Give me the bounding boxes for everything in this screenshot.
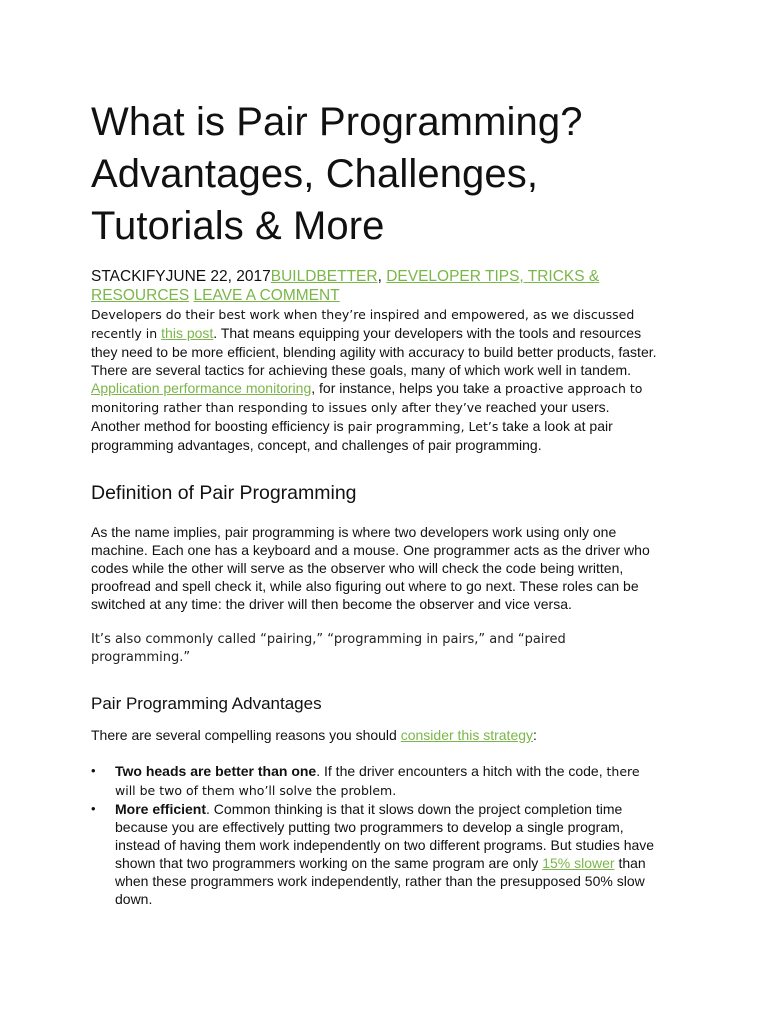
title-line-3: Tutorials & More	[91, 204, 385, 248]
intro-text-4: proactive approach to monitoring rather than responding to issues only after they’ve	[91, 381, 643, 415]
category-separator: ,	[377, 268, 387, 285]
title-line-2: Advantages, Challenges,	[91, 152, 539, 196]
advantages-list	[91, 762, 661, 908]
apm-link[interactable]: Application performance monitoring	[91, 380, 312, 396]
intro-text-7: take a look at pair programming advantages, concept, and challenges of pair programming.	[91, 418, 613, 453]
fifteen-percent-slower-link[interactable]: 15% slower	[542, 855, 615, 871]
intro-text-5: reached your users. Another method for boosting efficiency is	[91, 399, 610, 434]
advantages-intro	[91, 726, 661, 744]
advantages-intro-text: There are several compelling reasons you should	[91, 727, 401, 743]
list-item	[91, 762, 661, 800]
leave-comment-link[interactable]: LEAVE A COMMENT	[193, 287, 340, 304]
list-item-text-2: than when these programmers work independently, rather than the presupposed 50% slow down.	[115, 855, 646, 907]
list-item-text-1: . Common thinking is that it slows down the project completion time because you are effectively putting two programmers to develop a single program, instead of having them work independently on two different programs. But studies have shown that two programmers working on the same program are only	[115, 801, 655, 871]
document-page	[91, 96, 661, 908]
list-item-bold: Two heads are better than one	[115, 763, 317, 779]
intro-text-2: . That means equipping your developers with the tools and resources they need to be more efficient, blending agility with accuracy to build better products, faster. There are several tactics for achieving these goals, many of which work well in tandem.	[91, 325, 657, 378]
advantages-heading: Pair Programming Advantages	[91, 694, 322, 713]
intro-text-6: pair programming, Let’s	[347, 419, 499, 434]
this-post-link[interactable]: this post	[161, 325, 214, 341]
category-link-buildbetter[interactable]: BUILDBETTER	[270, 268, 378, 285]
intro-text-3: , for instance, helps you take a	[311, 380, 506, 396]
page-title	[91, 96, 661, 252]
category-link-developer-tips[interactable]: DEVELOPER TIPS, TRICKS & RESOURCES	[91, 268, 600, 304]
list-item-text-1: . If the driver encounters a hitch with the code,	[316, 763, 607, 779]
author-date: STACKIFYJUNE 22, 2017	[91, 268, 271, 285]
list-item-text-2: there will be two of them who’ll solve the problem.	[115, 764, 640, 798]
intro-paragraph	[91, 305, 661, 454]
definition-paragraph: As the name implies, pair programming is where two developers work using only one machine. Each one has a keyboard and a mouse. One programmer acts as the driver who codes while the other will serve as the observer who will check the code being written, proofread and spell check it, while also figuring out where to go next. These roles can be switched at any time: the driver will then become the observer and vice versa.	[91, 524, 650, 612]
list-item-bold: More efficient	[115, 801, 207, 817]
bullet-icon: •	[91, 801, 96, 816]
list-item	[91, 800, 661, 908]
bullet-icon: •	[91, 763, 96, 778]
consider-strategy-link[interactable]: consider this strategy	[400, 727, 534, 743]
advantages-intro-colon: :	[533, 727, 537, 743]
definition-heading: Definition of Pair Programming	[91, 482, 357, 504]
intro-text-1: Developers do their best work when they’re inspired and empowered, as we discussed recently in	[91, 307, 635, 341]
post-meta	[91, 267, 661, 305]
aka-paragraph: It’s also commonly called “pairing,” “programming in pairs,” and “paired programming.”	[91, 632, 566, 665]
title-line-1: What is Pair Programming?	[91, 100, 583, 144]
